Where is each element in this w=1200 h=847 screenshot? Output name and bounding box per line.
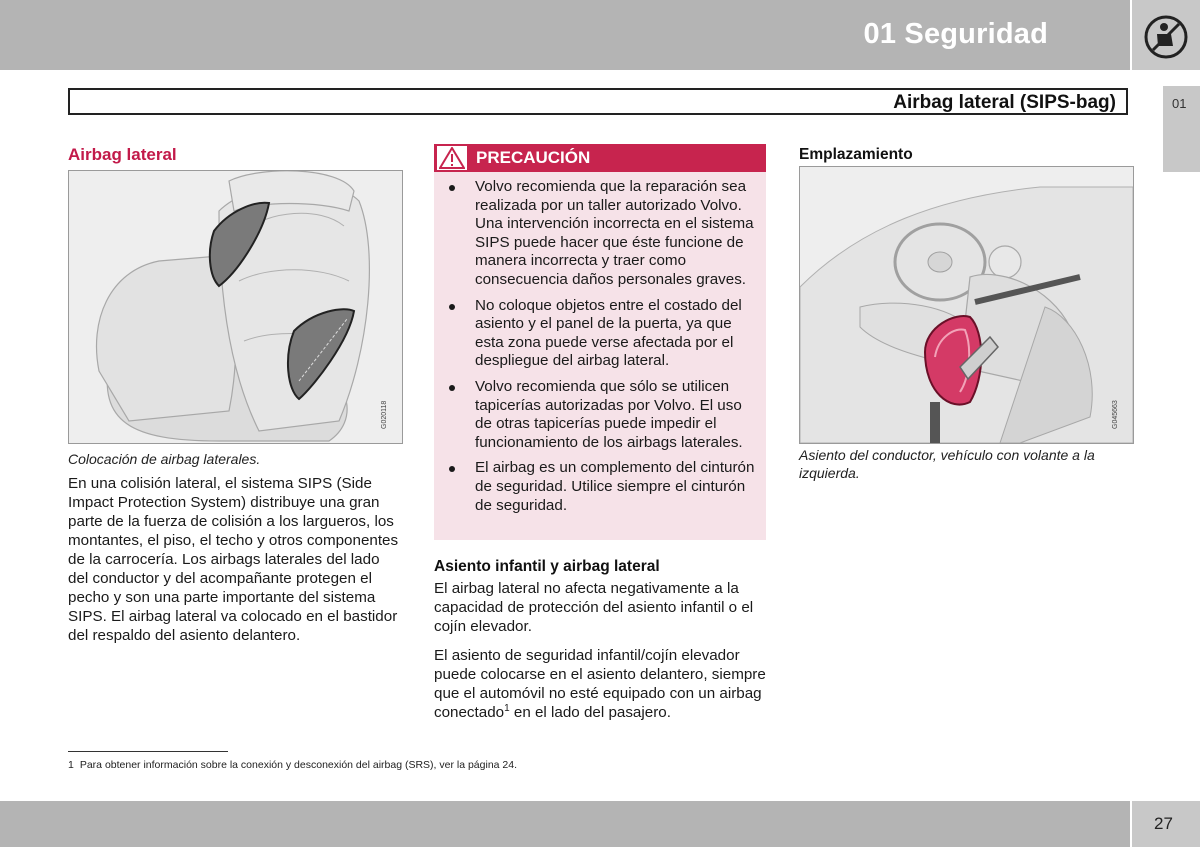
page-number: 27 — [1154, 814, 1173, 833]
page-number-box — [1132, 801, 1200, 847]
footnote-number: 1 — [68, 759, 74, 771]
chapter-title: 01 Seguridad — [863, 18, 1048, 50]
emplazamiento-heading: Emplazamiento — [799, 146, 913, 163]
child-seat-paragraph-1: El airbag lateral no afecta negativamente a la capacidad de protección del asiento infantil o el cojín elevador. — [434, 580, 754, 635]
warning-triangle-icon — [439, 147, 465, 169]
footnote-ref[interactable]: 1 — [504, 702, 510, 714]
seatbelt-warning-icon — [1143, 14, 1189, 60]
list-item — [434, 459, 766, 515]
figure-code: G020118 — [381, 400, 388, 429]
airbag-lateral-body: En una colisión lateral, el sistema SIPS (Side Impact Protection System) distribuye una gran parte de la fuerza de colisión a los largueros, los montantes, el piso, el techo y otros componentes de la carrocería. Los airbags laterales del lado del conductor y del acompañante protegen el pecho y son una parte importante del sistema SIPS. El airbag lateral va colocado en el bastidor del respaldo del asiento delantero. — [68, 475, 399, 644]
warning-icon-box — [437, 146, 467, 170]
bullet-icon — [449, 466, 455, 472]
child-seat-paragraph-2 — [434, 646, 769, 722]
section-title: Airbag lateral (SIPS-bag) — [893, 92, 1116, 113]
list-item — [434, 178, 766, 290]
footnote-divider — [68, 751, 228, 752]
list-item — [434, 297, 766, 371]
bullet-icon — [449, 385, 455, 391]
warning-item-text: Volvo recomienda que sólo se utilicen tapicerías autorizadas por Volvo. El uso de otras tapicerías puede impedir el funcionamiento de los airbags laterales. — [475, 377, 743, 451]
chapter-icon-box — [1132, 0, 1200, 70]
driver-seat-illustration — [799, 166, 1134, 444]
warning-title: PRECAUCIÓN — [476, 148, 591, 167]
bullet-icon — [449, 304, 455, 310]
warning-item-text: El airbag es un complemento del cinturón de seguridad. Utilice siempre el cinturón de seguridad. — [475, 459, 755, 514]
warning-box — [434, 144, 766, 540]
section-title-box — [68, 88, 1128, 115]
side-tab-label: 01 — [1172, 96, 1187, 111]
figure-caption: Asiento del conductor, vehículo con volante a la izquierda. — [799, 447, 1095, 481]
footnote-text: Para obtener información sobre la conexión y desconexión del airbag (SRS), ver la página 24. — [79, 759, 518, 771]
warning-list — [434, 178, 766, 522]
figure-code: G045663 — [1112, 400, 1119, 429]
header-bar — [0, 0, 1130, 70]
chapter-side-tab[interactable] — [1163, 86, 1200, 172]
list-item — [434, 378, 766, 452]
airbag-lateral-heading: Airbag lateral — [68, 145, 177, 164]
paragraph-text: en el lado del pasajero. — [509, 704, 671, 721]
warning-item-text: No coloque objetos entre el costado del asiento y el panel de la puerta, ya que esta zona puede verse afectada por el despliegue del airbag lateral. — [475, 296, 742, 370]
footnote — [68, 759, 517, 771]
seat-airbag-illustration — [68, 170, 403, 444]
footer-bar — [0, 801, 1130, 847]
child-seat-heading: Asiento infantil y airbag lateral — [434, 558, 660, 575]
bullet-icon — [449, 185, 455, 191]
warning-item-text: Volvo recomienda que la reparación sea realizada por un taller autorizado Volvo. Una intervención incorrecta en el sistema SIPS puede hacer que éste funcione de manera incorrecta y traer como consecuencia daños personales graves. — [475, 178, 754, 288]
warning-header — [434, 144, 766, 172]
paragraph-text: El asiento de seguridad infantil/cojín elevador puede colocarse en el asiento delantero, siempre que el automóvil no esté equipado con un airbag conectado — [434, 647, 766, 721]
figure-caption: Colocación de airbag laterales. — [68, 451, 261, 467]
